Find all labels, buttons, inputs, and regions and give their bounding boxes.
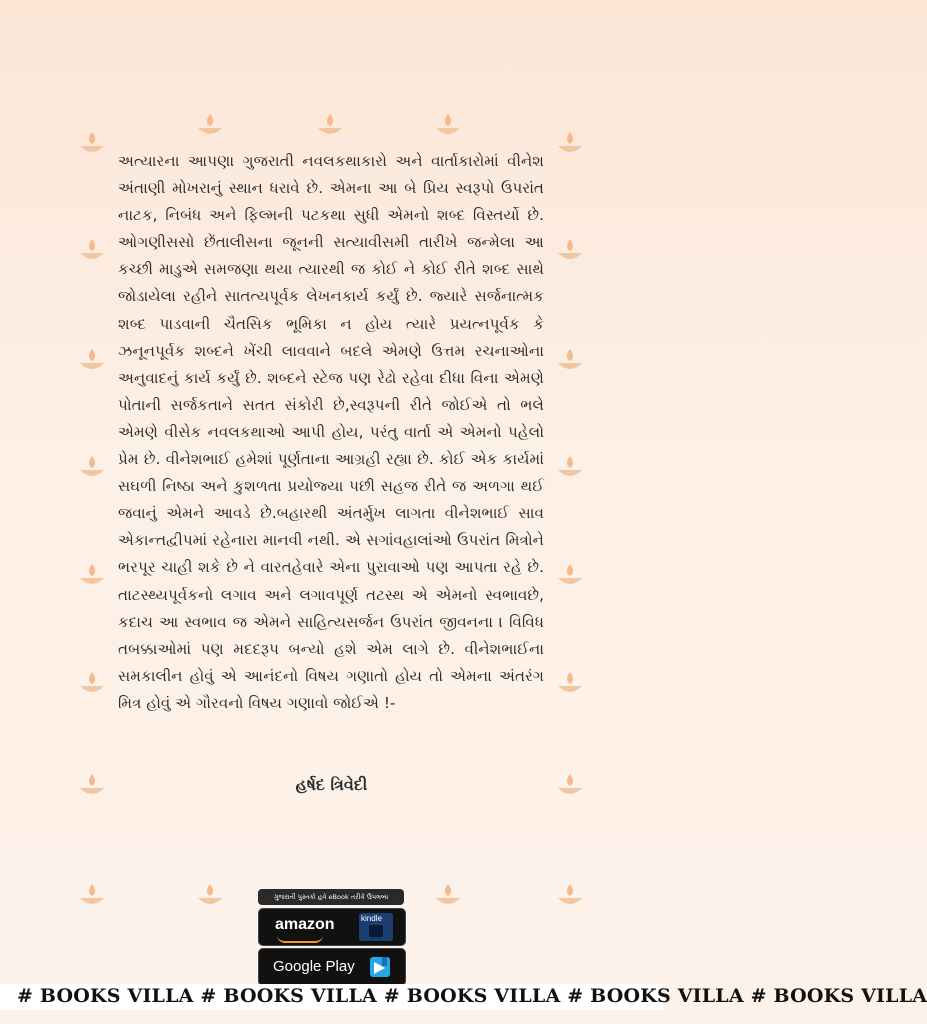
diya-icon bbox=[74, 880, 110, 910]
kindle-reader-icon bbox=[369, 925, 383, 937]
kindle-label: kindle bbox=[361, 914, 382, 923]
ebook-banner: ગુજરાતી પુસ્તકો હવે eBook તરીકે ઉપલબ્ધ bbox=[258, 889, 404, 905]
diya-icon bbox=[312, 110, 348, 140]
watermark-text: # BOOKS VILLA # BOOKS VILLA # BOOKS VILLA # BOOKS VILLA # BOOKS VILLA bbox=[17, 985, 927, 1007]
diya-icon bbox=[552, 560, 588, 590]
diya-icon bbox=[74, 128, 110, 158]
diya-icon bbox=[552, 128, 588, 158]
diya-icon bbox=[430, 110, 466, 140]
diya-icon bbox=[74, 235, 110, 265]
diya-icon bbox=[552, 452, 588, 482]
diya-icon bbox=[192, 110, 228, 140]
diya-icon bbox=[552, 668, 588, 698]
diya-icon bbox=[74, 668, 110, 698]
footer-watermark-strip bbox=[0, 984, 927, 1010]
diya-icon bbox=[74, 345, 110, 375]
diya-icon bbox=[552, 880, 588, 910]
google-play-label: Google Play bbox=[273, 958, 355, 975]
google-play-button[interactable] bbox=[258, 948, 406, 986]
article-body: અત્યારના આપણા ગુજરાતી નવલકથાકારો અને વાર્તાકારોમાં વીનેશ અંતાણી મોખરાનું સ્થાન ધરાવે છે. એમના આ બે પ્રિય સ્વરૂપો ઉપરાંત નાટક, નિબંધ અને ફિલ્મની પટકથા સુધી એમનો શબ્દ વિસ્તર્યો છે. ઓગણીસસો છેંતાલીસના જૂનની સત્યાવીસમી તારીખે જન્મેલા આ કચ્છી માડુએ સમજણા થયા ત્યારથી જ કોઈ ને કોઈ રીતે શબ્દ સાથે જોડાયેલા રહીને સાતત્યપૂર્વક લેખનકાર્ય કર્યું છે. જ્યારે સર્જનાત્મક શબ્દ પાડવાની ચૈતસિક ભૂમિકા ન હોય ત્યારે પ્રયત્નપૂર્વક કે ઝનૂનપૂર્વક શબ્દને ખેંચી લાવવાને બદલે એમણે ઉત્તમ રચનાઓના અનુવાદનું કાર્ય કર્યું છે. શબ્દને સ્ટેજ પણ રેઢો રહેવા દીધા વિના એમણે પોતાની સર્જકતાને સતત સંકોરી છે,સ્વરૂપની રીતે જોઈએ તો ભલે એમણે વીસેક નવલકથાઓ આપી હોય, પરંતુ વાર્તા એ એમનો પહેલો પ્રેમ છે. વીનેશભાઈ હમેશાં પૂર્ણતાના આગ્રહી રહ્યા છે. કોઈ એક કાર્યમાં સઘળી નિષ્ઠા અને કુશળતા પ્રયોજ્યા પછી સહજ રીતે જ અળગા થઈ જવાનું એમને આવડે છે.બહારથી અંતર્મુખ લાગતા વીનેશભાઈ સાવ એકાન્તદ્વીપમાં રહેનારા માનવી નથી. એ સગાંવહાલાંઓ ઉપરાંત મિત્રોને ભરપૂર ચાહી શકે છે ને વારતહેવારે એના પુરાવાઓ પણ આપતા રહે છે. તાટસ્થ્યપૂર્વકનો લગાવ અને લગાવપૂર્ણ તટસ્થ એ એમનો સ્વભાવછે, કદાચ આ સ્વભાવ જ એમને સાહિત્યસર્જન ઉપરાંત જીવનના । વિવિધ તબક્કાઓમાં પણ મદદરૂપ બન્યો હશે એમ લાગે છે. વીનેશભાઈના સમકાલીન હોવું એ આનંદનો વિષય ગણાતો હોય તો એમના અંતરંગ મિત્ર હોવું એ ગૌરવનો વિષય ગણાવો જોઈએ !- bbox=[118, 152, 544, 712]
amazon-smile-icon bbox=[277, 935, 323, 943]
google-play-books-icon bbox=[367, 954, 393, 980]
amazon-kindle-button[interactable] bbox=[258, 908, 406, 946]
diya-icon bbox=[552, 345, 588, 375]
amazon-logo-text: amazon bbox=[275, 916, 335, 933]
diya-icon bbox=[192, 880, 228, 910]
diya-icon bbox=[552, 235, 588, 265]
author-name: હર્ષદ ત્રિવેદી bbox=[295, 775, 368, 794]
kindle-icon bbox=[359, 913, 393, 941]
diya-icon bbox=[430, 880, 466, 910]
diya-icon bbox=[74, 452, 110, 482]
diya-icon bbox=[74, 560, 110, 590]
